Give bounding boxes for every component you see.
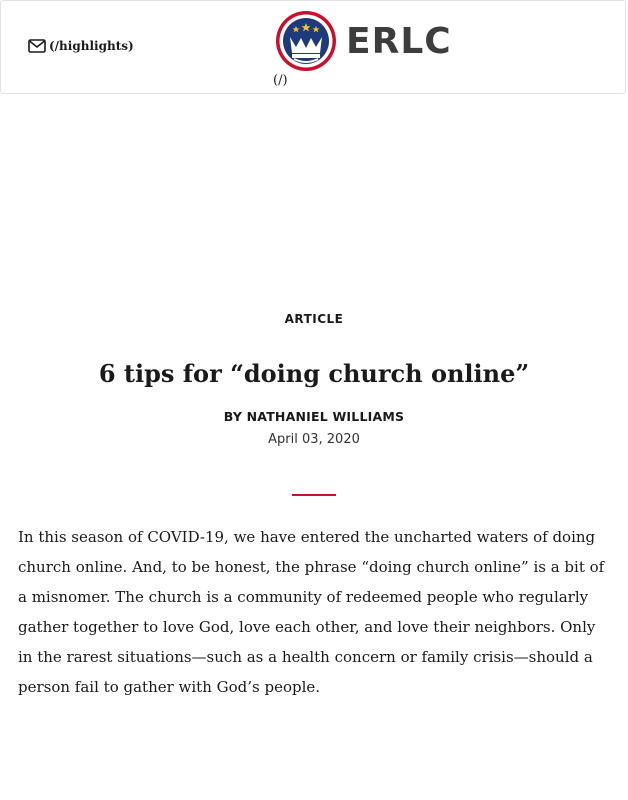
title-divider <box>292 494 336 496</box>
highlights-link-label: (/highlights) <box>49 39 134 53</box>
highlights-link[interactable] <box>28 39 134 53</box>
article-title: 6 tips for “doing church online” <box>98 359 530 388</box>
logo-wordmark: ERLC <box>346 20 452 62</box>
erlc-logo[interactable] <box>274 9 452 73</box>
site-header <box>0 0 626 94</box>
article-body-paragraph: In this season of COVID-19, we have entered the uncharted waters of doing church online. And, to be honest, the phrase “doing church online” is a bit of a misnomer. The church is a community of redeemed people who regularly gather together to love God, love each other, and love their neighbors. Only in the rarest situations—such as a health concern or family crisis—should a person fail to gather with God’s people. <box>18 528 605 696</box>
crown-emblem-icon <box>274 9 338 73</box>
home-link[interactable]: (/) <box>273 73 288 88</box>
article-category: ARTICLE <box>284 312 344 326</box>
article-byline: BY NATHANIEL WILLIAMS <box>223 409 405 424</box>
article-date: April 03, 2020 <box>268 432 360 447</box>
mail-icon <box>28 39 46 53</box>
